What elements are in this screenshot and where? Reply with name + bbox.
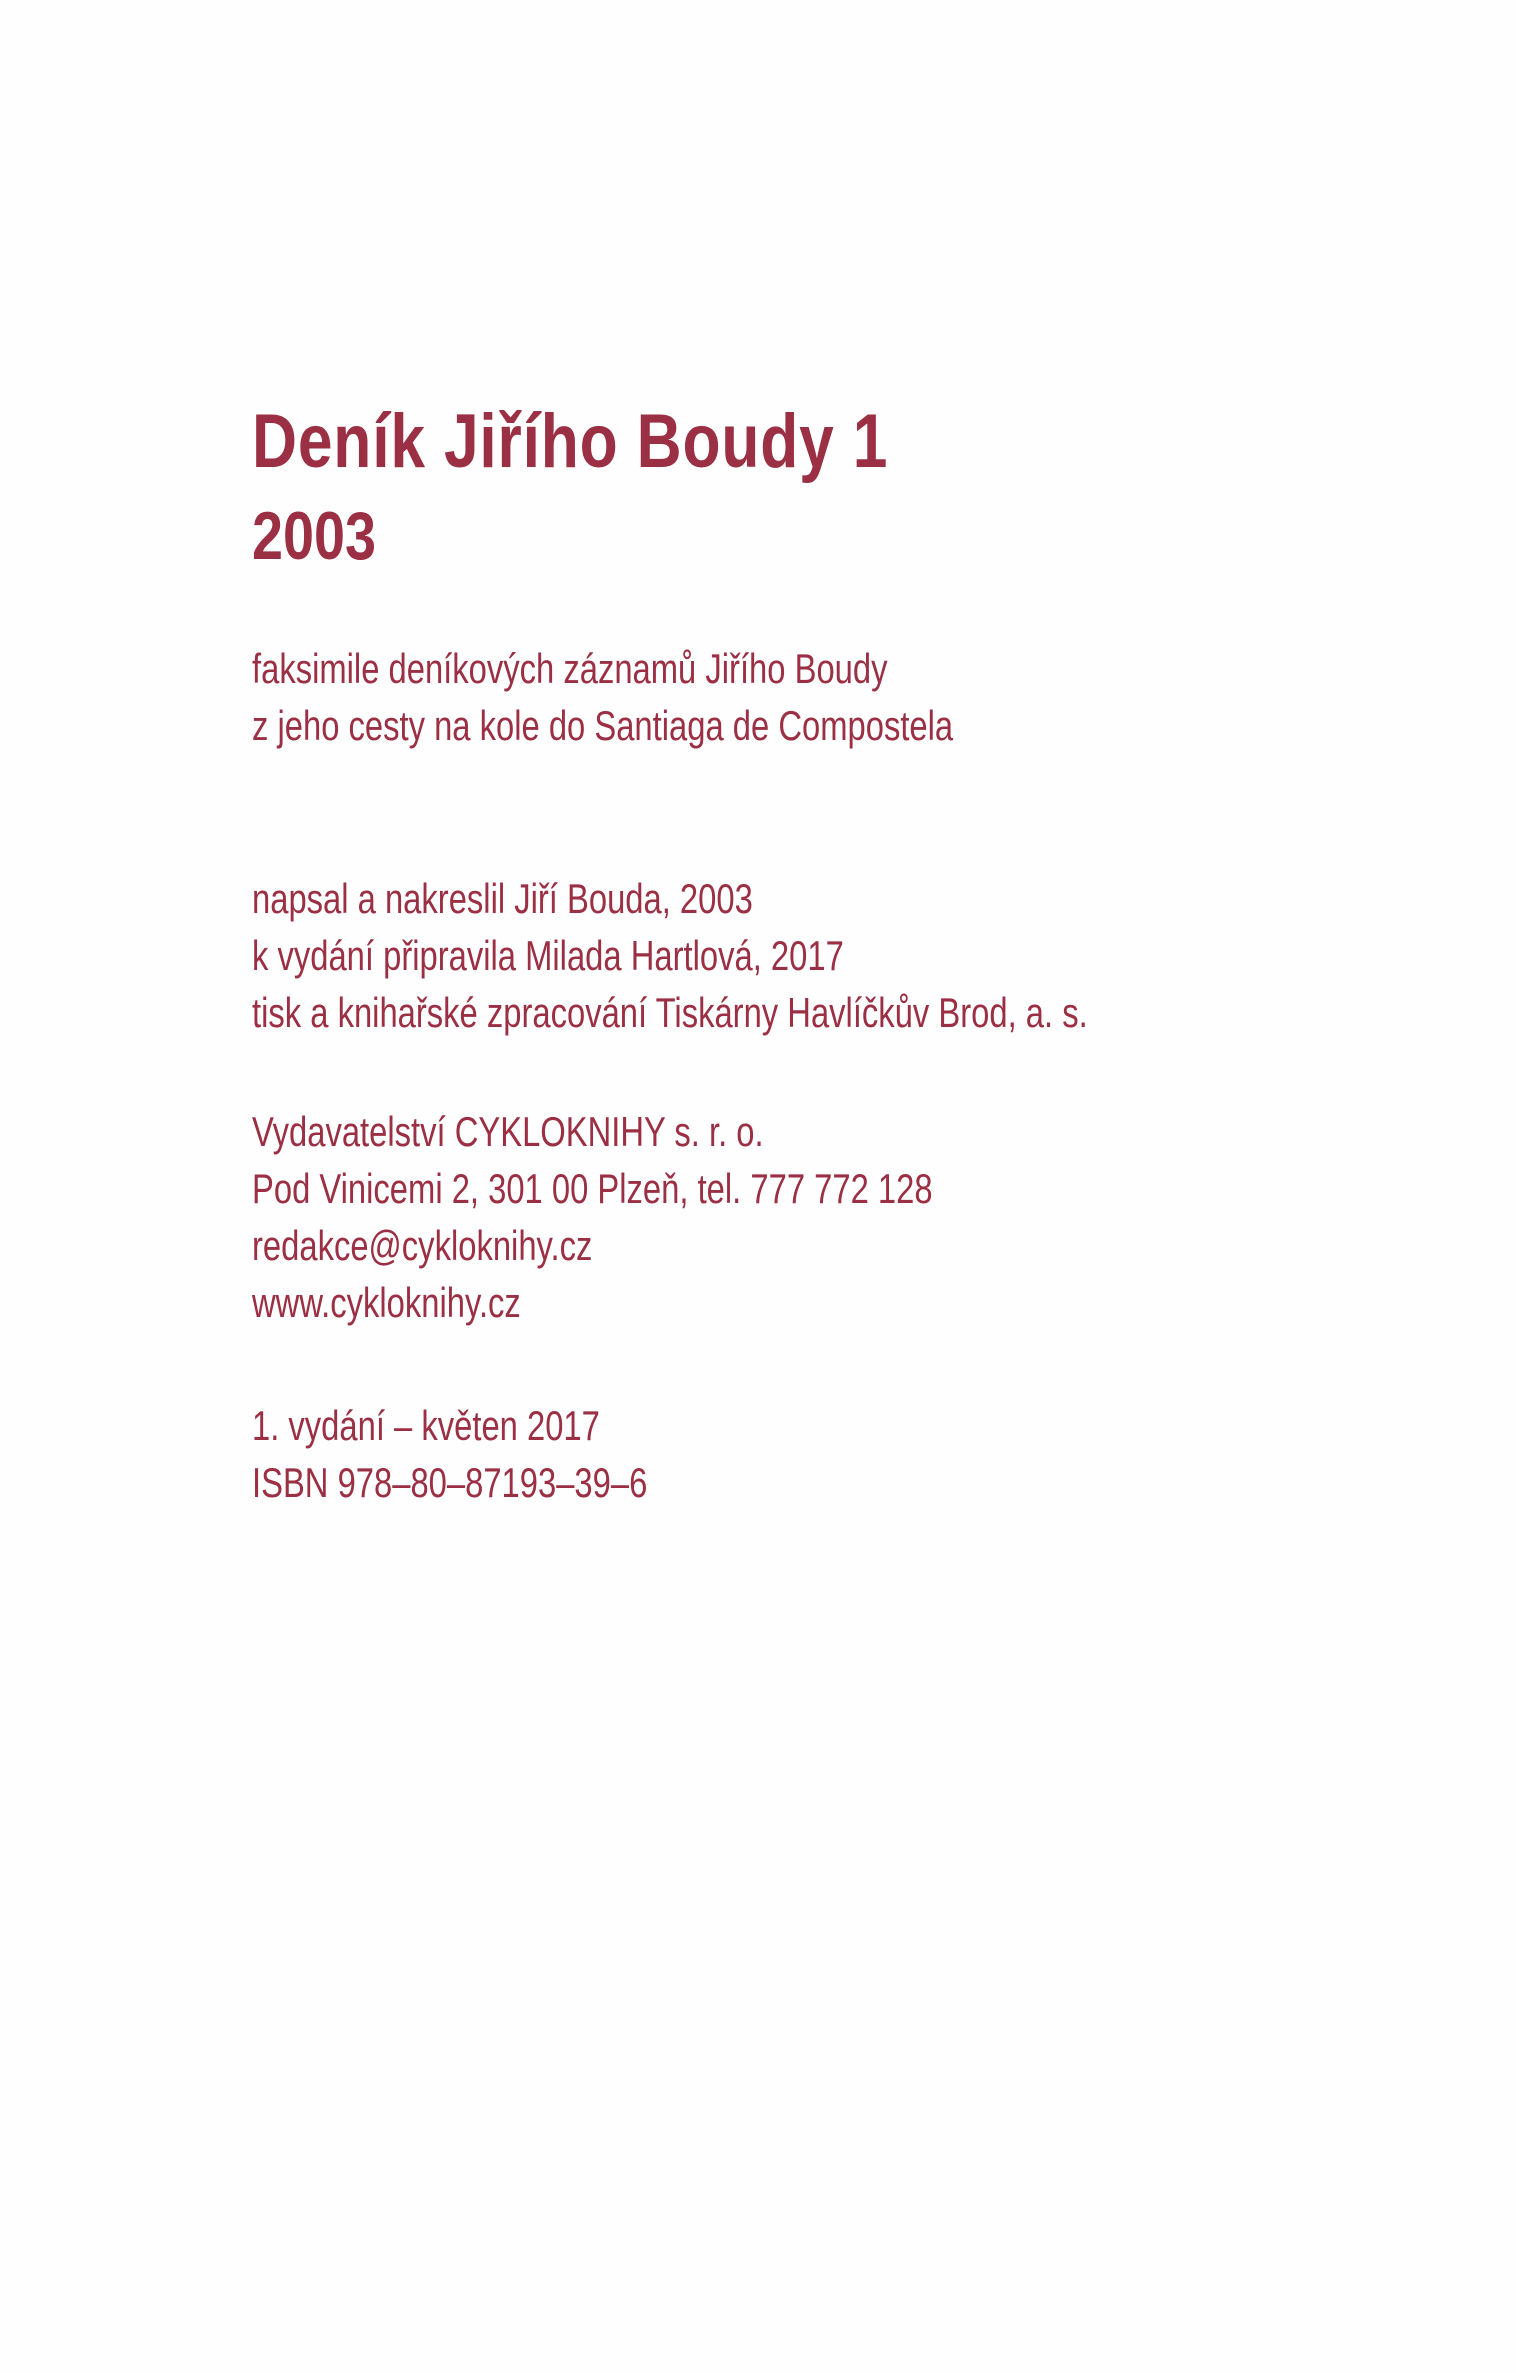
credit-editor: k vydání připravila Milada Hartlová, 2017 (252, 932, 844, 979)
publisher-name: Vydavatelství CYKLOKNIHY s. r. o. (252, 1108, 764, 1155)
publisher-website: www.cykloknihy.cz (252, 1279, 521, 1326)
isbn: ISBN 978–80–87193–39–6 (252, 1459, 648, 1506)
subtitle (252, 640, 953, 754)
publisher-info (252, 1103, 933, 1331)
book-year: 2003 (252, 498, 377, 574)
credit-author: napsal a nakreslil Jiří Bouda, 2003 (252, 875, 753, 922)
subtitle-line-1: faksimile deníkových záznamů Jiřího Boudy (252, 645, 888, 692)
credit-printing: tisk a knihařské zpracování Tiskárny Havlíčkův Brod, a. s. (252, 989, 1088, 1036)
publisher-address: Pod Vinicemi 2, 301 00 Plzeň, tel. 777 772 128 (252, 1165, 933, 1212)
book-title: Deník Jiřího Boudy 1 (252, 399, 889, 484)
subtitle-line-2: z jeho cesty na kole do Santiaga de Compostela (252, 702, 954, 749)
edition-number: 1. vydání – květen 2017 (252, 1402, 600, 1449)
publisher-email: redakce@cykloknihy.cz (252, 1222, 593, 1269)
edition-info (252, 1397, 647, 1511)
credits (252, 870, 1088, 1041)
